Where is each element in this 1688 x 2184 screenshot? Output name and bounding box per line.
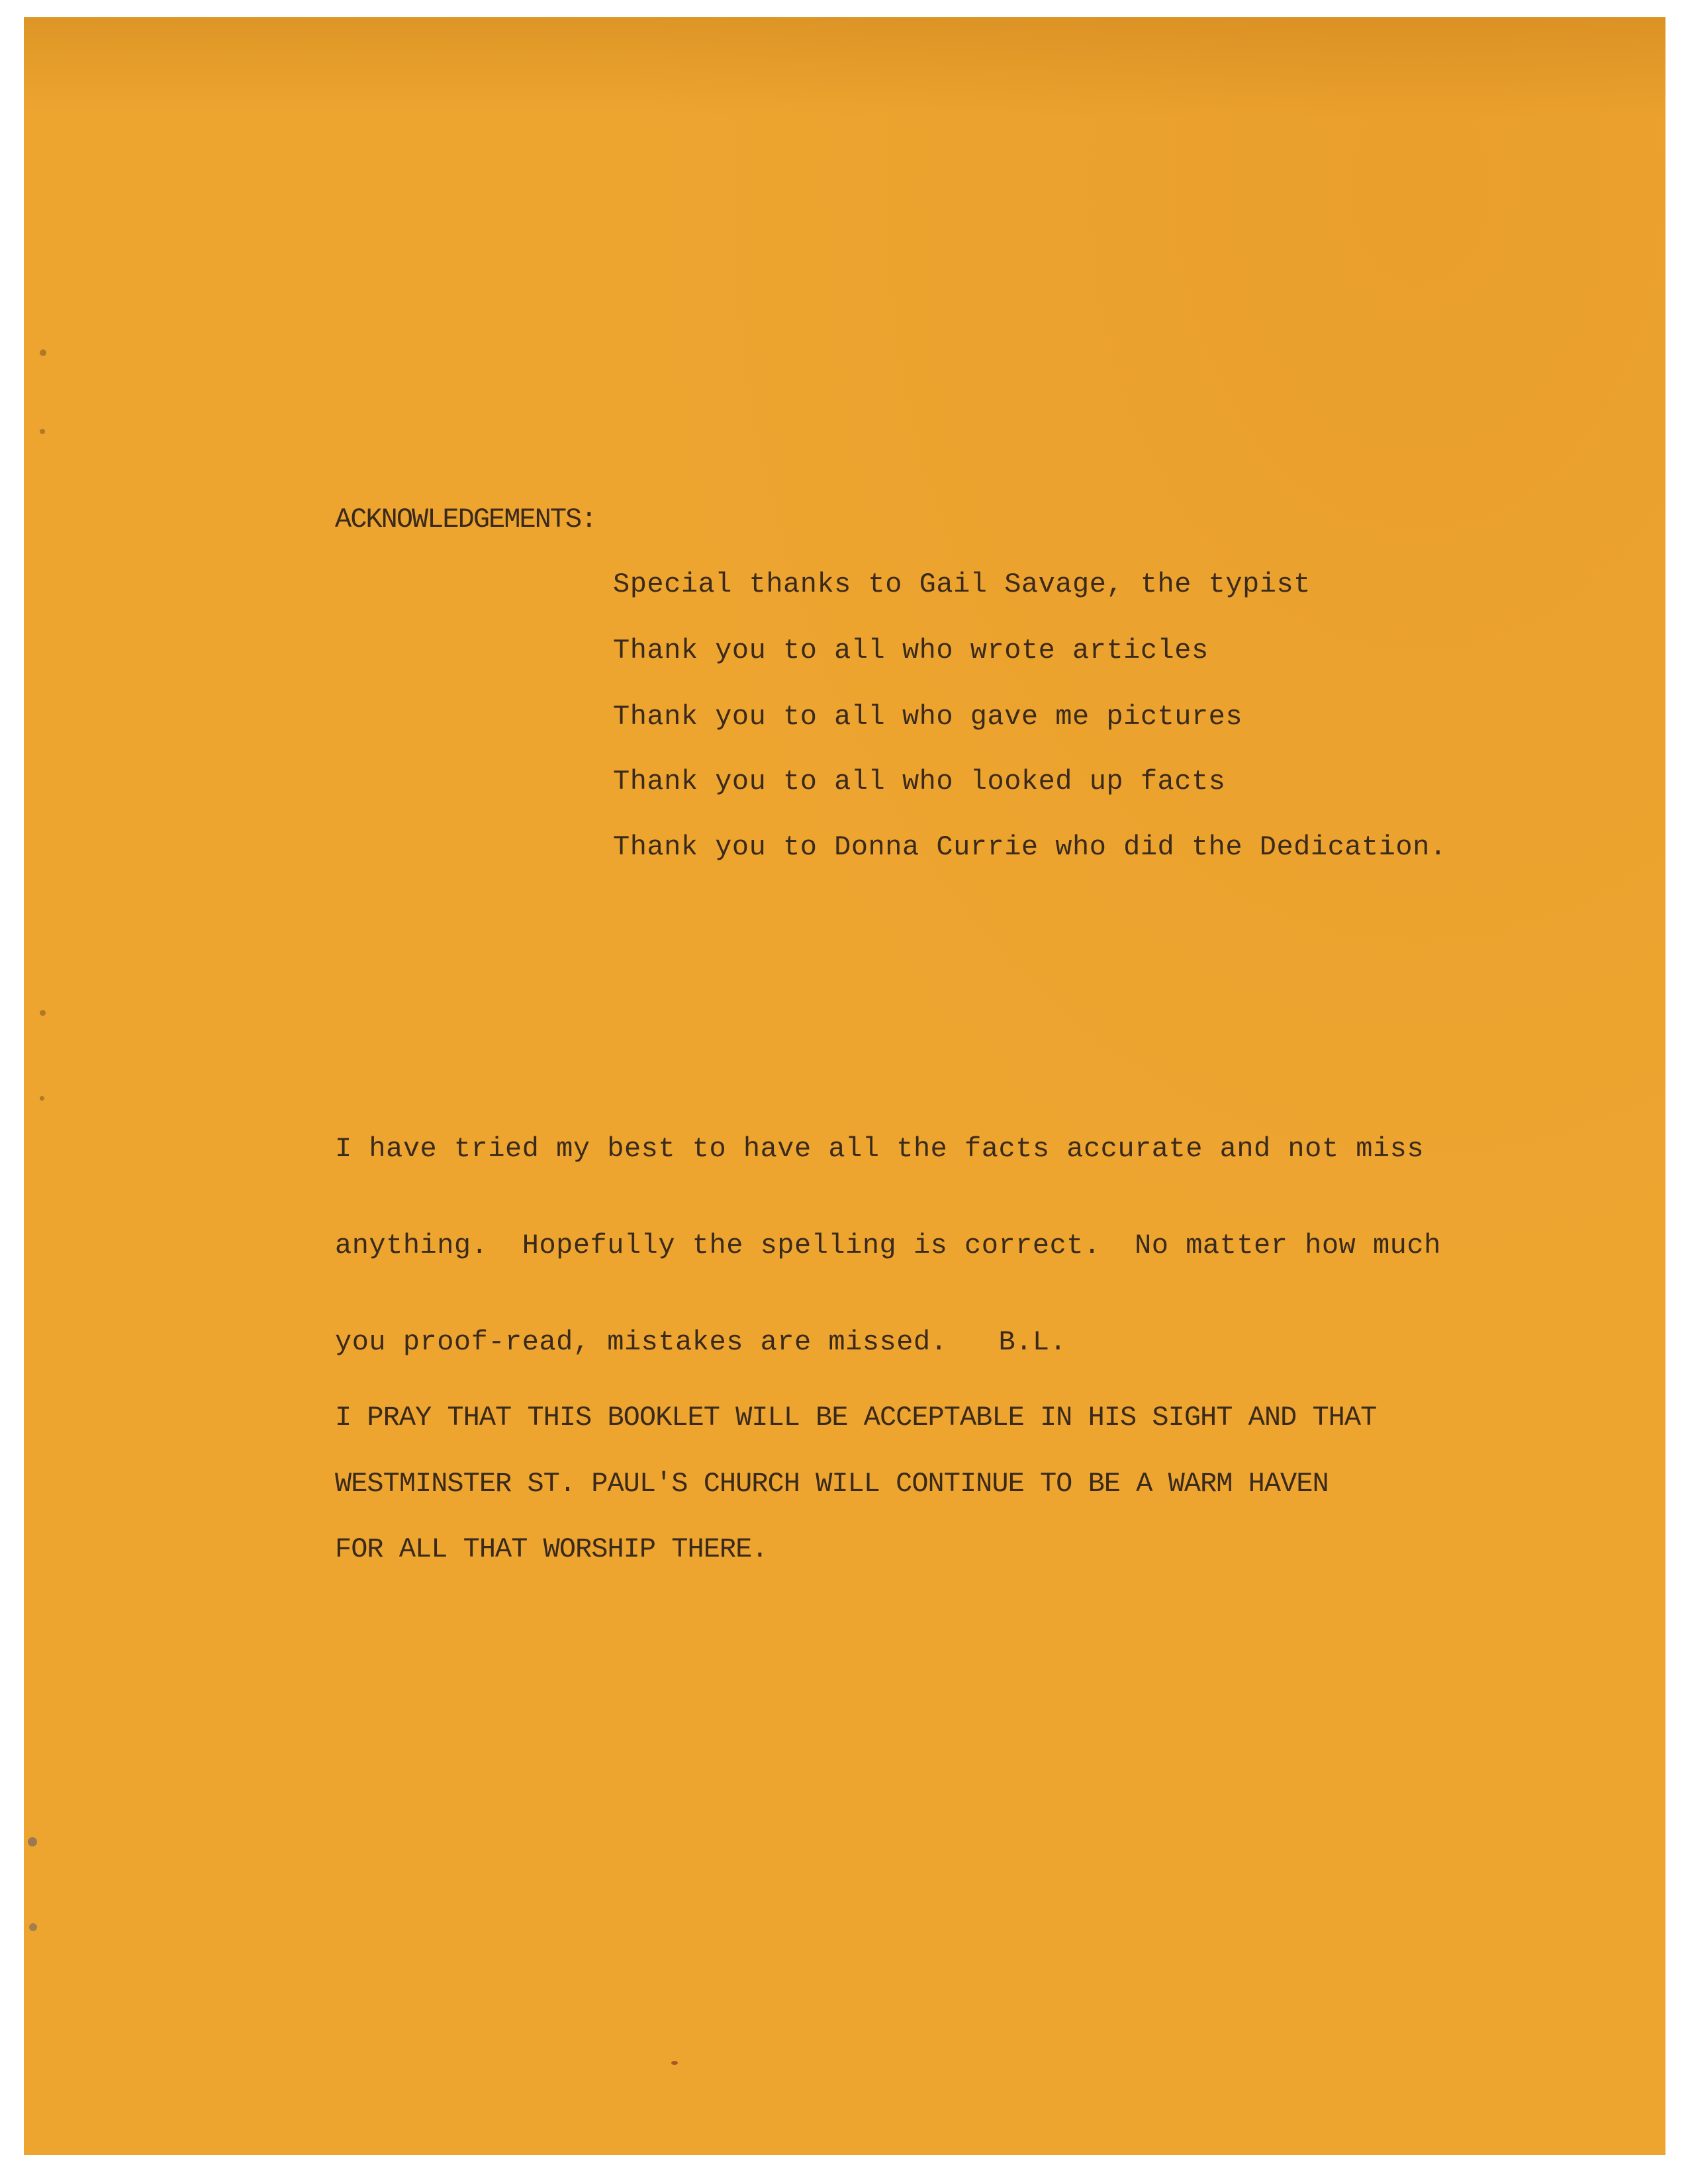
punch-hole-mark [28, 1837, 37, 1846]
punch-hole-mark [40, 1010, 46, 1016]
punch-hole-mark [29, 1923, 37, 1931]
note-line: anything. Hopefully the spelling is correct. No matter how much [335, 1230, 1441, 1261]
acknowledgement-line: Thank you to all who gave me pictures [613, 701, 1243, 733]
document-page [24, 17, 1665, 2155]
punch-hole-mark [40, 429, 45, 434]
note-line: I have tried my best to have all the facts accurate and not miss [335, 1133, 1425, 1165]
acknowledgement-line: Thank you to Donna Currie who did the Dedication. [613, 831, 1447, 863]
speck [671, 2061, 678, 2065]
acknowledgement-line: Thank you to all who looked up facts [613, 766, 1226, 797]
acknowledgements-heading: ACKNOWLEDGEMENTS: [335, 504, 596, 535]
punch-hole-mark [40, 1096, 44, 1101]
prayer-line: FOR ALL THAT WORSHIP THERE. [335, 1533, 768, 1565]
acknowledgement-line: Thank you to all who wrote articles [613, 635, 1209, 666]
note-line: you proof-read, mistakes are missed. B.L. [335, 1326, 1067, 1358]
prayer-line: WESTMINSTER ST. PAUL'S CHURCH WILL CONTINUE TO BE A WARM HAVEN [335, 1468, 1329, 1500]
acknowledgement-line: Special thanks to Gail Savage, the typist [613, 569, 1311, 600]
author-note-paragraph [335, 1069, 1460, 1423]
punch-hole-mark [40, 349, 46, 356]
prayer-line: I PRAY THAT THIS BOOKLET WILL BE ACCEPTABLE IN HIS SIGHT AND THAT [335, 1402, 1377, 1433]
